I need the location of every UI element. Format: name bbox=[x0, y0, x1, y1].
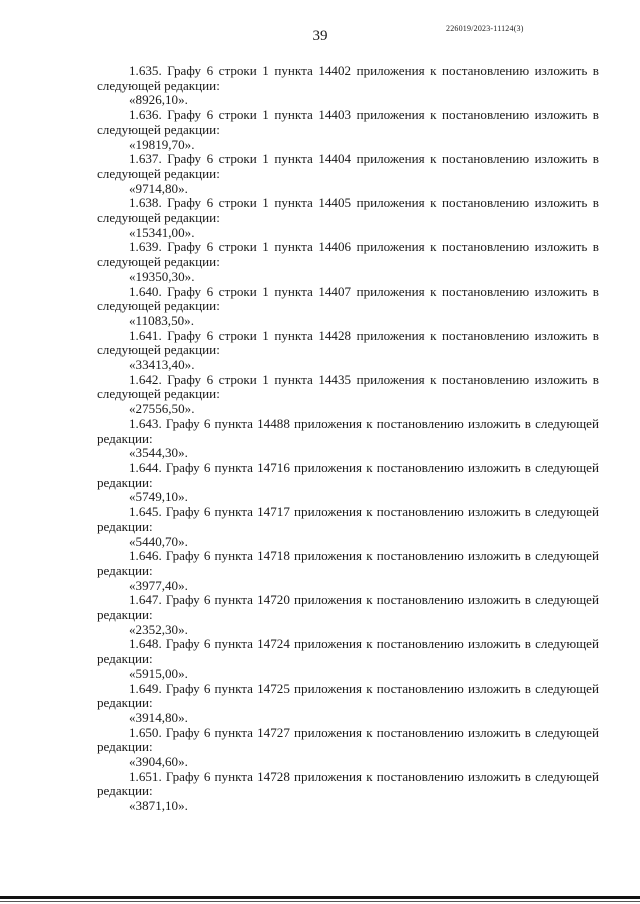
amendment-item bbox=[97, 329, 599, 373]
document-id: 226019/2023-11124(3) bbox=[446, 24, 524, 33]
amendment-value: «8926,10». bbox=[129, 92, 188, 108]
amendment-item bbox=[97, 726, 599, 770]
amendment-instruction: 1.640. Графу 6 строки 1 пункта 14407 приложения к постановлению изложить в следующей редакции: bbox=[97, 283, 599, 314]
amendment-item bbox=[97, 285, 599, 329]
amendment-instruction: 1.642. Графу 6 строки 1 пункта 14435 приложения к постановлению изложить в следующей редакции: bbox=[97, 371, 599, 402]
amendment-value: «11083,50». bbox=[129, 312, 194, 328]
amendment-item bbox=[97, 152, 599, 196]
amendment-item bbox=[97, 108, 599, 152]
amendment-value: «3914,80». bbox=[129, 709, 188, 725]
amendment-value: «3871,10». bbox=[129, 798, 188, 814]
amendment-value: «5749,10». bbox=[129, 489, 188, 505]
amendment-item bbox=[97, 770, 599, 814]
amendment-value: «33413,40». bbox=[129, 357, 195, 373]
amendment-value: «19819,70». bbox=[129, 136, 195, 152]
amendment-instruction: 1.637. Графу 6 строки 1 пункта 14404 приложения к постановлению изложить в следующей редакции: bbox=[97, 151, 599, 181]
amendment-value: «9714,80». bbox=[129, 180, 188, 196]
amendment-instruction: 1.651. Графу 6 пункта 14728 приложения к постановлению изложить в следующей редакции: bbox=[97, 768, 599, 799]
amendment-instruction: 1.645. Графу 6 пункта 14717 приложения к постановлению изложить в следующей редакции: bbox=[97, 504, 599, 534]
amendment-instruction: 1.643. Графу 6 пункта 14488 приложения к постановлению изложить в следующей редакции: bbox=[97, 415, 599, 446]
amendment-value: «3977,40». bbox=[129, 577, 188, 593]
amendment-instruction: 1.648. Графу 6 пункта 14724 приложения к постановлению изложить в следующей редакции: bbox=[97, 636, 599, 667]
amendment-instruction: 1.644. Графу 6 пункта 14716 приложения к постановлению изложить в следующей редакции: bbox=[97, 459, 599, 490]
scan-edge-line bbox=[0, 896, 640, 899]
amendment-instruction: 1.646. Графу 6 пункта 14718 приложения к постановлению изложить в следующей редакции: bbox=[97, 548, 599, 578]
amendment-item bbox=[97, 64, 599, 108]
amendment-value: «5440,70». bbox=[129, 533, 188, 549]
amendment-item bbox=[97, 549, 599, 593]
amendment-item bbox=[97, 196, 599, 240]
amendment-value: «15341,00». bbox=[129, 224, 195, 240]
document-body bbox=[97, 64, 599, 814]
amendment-item bbox=[97, 461, 599, 505]
amendment-instruction: 1.649. Графу 6 пункта 14725 приложения к постановлению изложить в следующей редакции: bbox=[97, 680, 599, 711]
amendment-value: «3544,30». bbox=[129, 445, 188, 461]
amendment-value: «27556,50». bbox=[129, 401, 195, 417]
amendment-value: «2352,30». bbox=[129, 621, 188, 637]
scan-edge-line-thin bbox=[0, 901, 640, 902]
amendment-instruction: 1.635. Графу 6 строки 1 пункта 14402 приложения к постановлению изложить в следующей редакции: bbox=[97, 63, 599, 93]
amendment-instruction: 1.641. Графу 6 строки 1 пункта 14428 приложения к постановлению изложить в следующей редакции: bbox=[97, 327, 599, 358]
amendment-instruction: 1.636. Графу 6 строки 1 пункта 14403 приложения к постановлению изложить в следующей редакции: bbox=[97, 107, 599, 137]
amendment-value: «3904,60». bbox=[129, 754, 188, 770]
amendment-instruction: 1.647. Графу 6 пункта 14720 приложения к постановлению изложить в следующей редакции: bbox=[97, 592, 599, 623]
amendment-item bbox=[97, 593, 599, 637]
amendment-instruction: 1.639. Графу 6 строки 1 пункта 14406 приложения к постановлению изложить в следующей редакции: bbox=[97, 239, 599, 270]
amendment-item bbox=[97, 682, 599, 726]
amendment-item bbox=[97, 240, 599, 284]
page-number: 39 bbox=[312, 28, 328, 44]
amendment-item bbox=[97, 637, 599, 681]
amendment-value: «5915,00». bbox=[129, 665, 188, 681]
amendment-value: «19350,30». bbox=[129, 268, 195, 284]
amendment-item bbox=[97, 505, 599, 549]
amendment-item bbox=[97, 417, 599, 461]
amendment-item bbox=[97, 373, 599, 417]
amendment-instruction: 1.650. Графу 6 пункта 14727 приложения к постановлению изложить в следующей редакции: bbox=[97, 724, 599, 755]
amendment-instruction: 1.638. Графу 6 строки 1 пункта 14405 приложения к постановлению изложить в следующей редакции: bbox=[97, 195, 599, 226]
